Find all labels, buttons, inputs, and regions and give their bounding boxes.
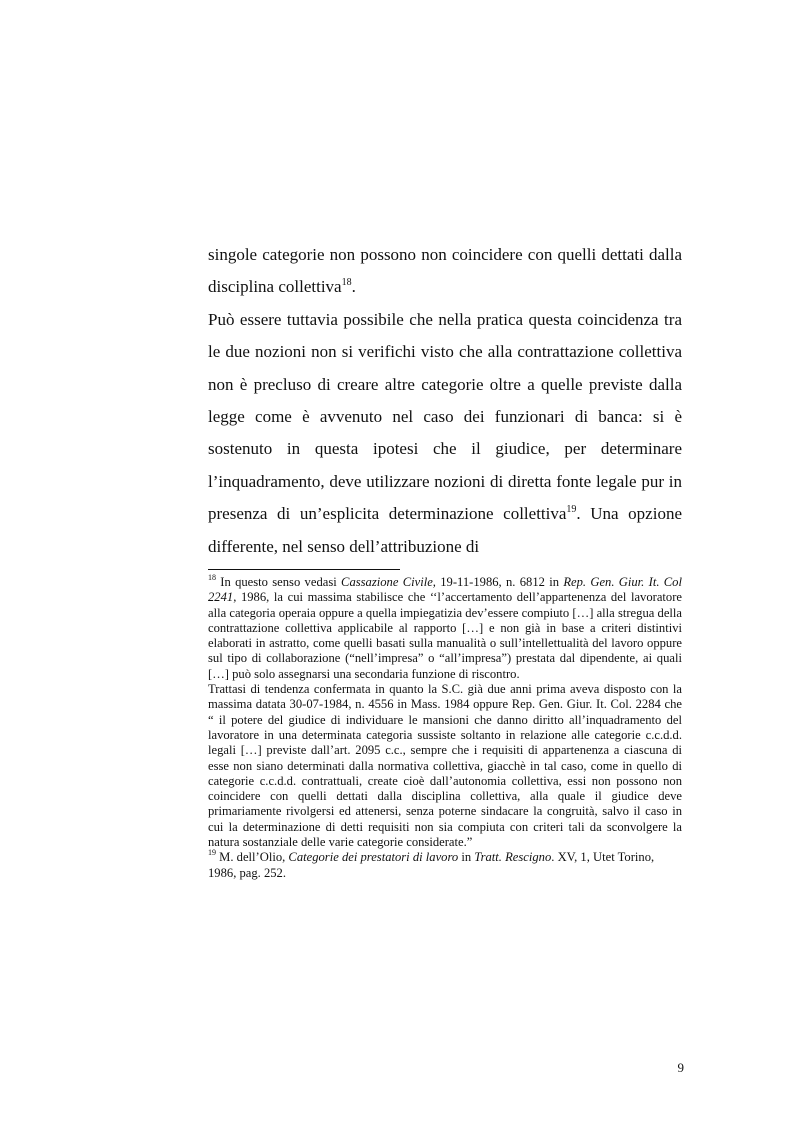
paragraph-2: Può essere tuttavia possibile che nella pratica questa coincidenza tra le due nozioni non si verifichi visto che alla contrattazione collettiva non è precluso di creare altre categorie oltre a quelle previste dalla legge come è avvenuto nel caso dei funzionari di banca: si è sostenuto in questa ipotesi che il giudice, per determinare l’inquadramento, deve utilizzare nozioni di diretta fonte legale pur in presenza di un’esplicita determinazione collettiva$^{19}$. Una opzione differente, nel senso dell’attribuzione di xyxy=(208,309,682,556)
page-number: 9 xyxy=(677,1060,684,1075)
footnote-19: $^{19}$ M. dell’Olio, Categorie dei prestatori di lavoro in Tratt. Rescigno. XV, 1, Utet Torino, 1986, pag. 252. xyxy=(208,848,655,880)
paragraph-1: singole categorie non possono non coincidere con quelli dettati dalla disciplina collettiva$^{18}$. xyxy=(208,245,682,297)
footnote-ref-19[interactable]: 19 xyxy=(566,503,577,515)
main-body-text xyxy=(208,239,682,563)
footnotes-section xyxy=(208,572,682,881)
footnote-18: $^{18}$ In questo senso vedasi Cassazione Civile, 19-11-1986, n. 6812 in Rep. Gen. Giur. It. Col 2241, 1986, la cui massima stabilisce che ‘‘l’accertamento dell’appartenenza del lavoratore alla categoria operaia oppure a quella impiegatizia dev’essere compiuto […] alla stregua della contrattazione collettiva applicabile al rapporto […] e non già in base a criteri distintivi elaborati in astratto, come quelli basati sulla manualità o sull’intellettualità del lavoro oppure sul tipo di collaborazione (“nell’impresa” o “all’impresa”) prestata dal dipendente, ai quali […] può solo assegnarsi una secondaria funzione di riscontro. xyxy=(208,572,682,681)
footnote-ref-18[interactable]: 18 xyxy=(341,276,352,288)
footnote-18-continuation: Trattasi di tendenza confermata in quanto la S.C. già due anni prima aveva disposto con la massima datata 30-07-1984, n. 4556 in Mass. 1984 oppure Rep. Gen. Giur. It. Col. 2284 che “ il potere del giudice di individuare le mansioni che danno diritto all’inquadramento del lavoratore in una determinata categoria sussiste soltanto in relazione alle categorie c.c.d.d. legali […] previste dall’art. 2095 c.c., sempre che i requisiti di appartenenza a ciascuna di esse non siano determinati dalla normativa collettiva, giacchè in tal caso, come in quello di categorie c.c.d.d. contrattuali, create cioè dall’autonomia collettiva, essi non possono non coincidere con quelli dettati dalla disciplina collettiva, alla quale il giudice deve primariamente rivolgersi ed attenersi, senza poterne sindacare la congruità, salvo il caso in cui la determinazione di detti requisiti non sia compiuta con criteri tali da sconvolgere la natura sostanziale delle varie categorie considerate.” xyxy=(208,682,682,850)
footnote-separator xyxy=(208,569,400,570)
